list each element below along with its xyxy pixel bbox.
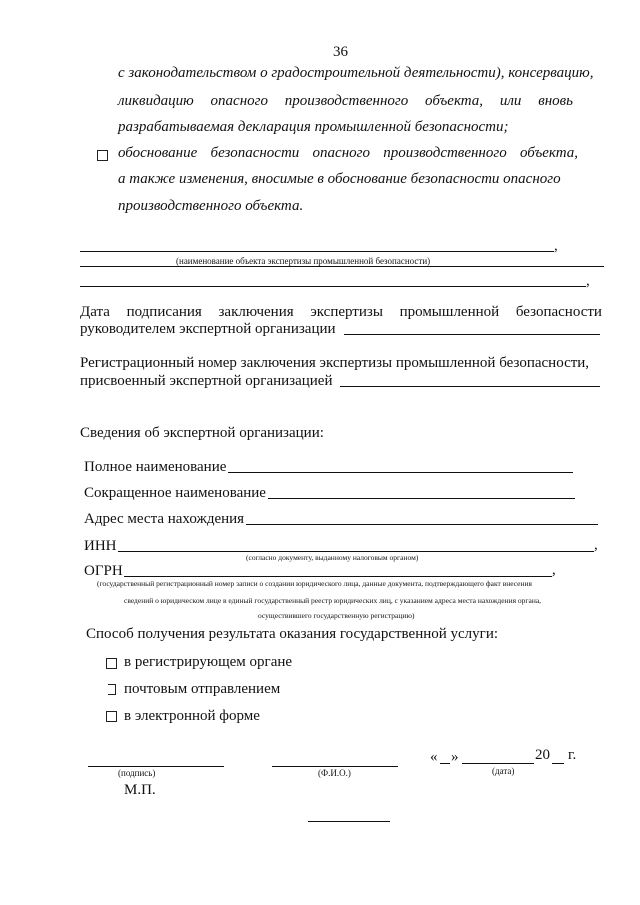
reg-number-label-line-2: присвоенный экспертной организацией	[80, 373, 333, 389]
date-year-prefix: 20	[535, 747, 550, 763]
reg-number-label-line-1: Регистрационный номер заключения экспертизы промышленной безопасности,	[80, 355, 590, 371]
object-name-caption-line	[80, 266, 604, 267]
fio-field[interactable]	[272, 766, 398, 767]
object-name-comma-2: ,	[586, 273, 590, 289]
sign-date-field[interactable]	[344, 334, 600, 335]
object-name-line-2[interactable]	[80, 286, 586, 287]
option-registering-body: в регистрирующем органе	[124, 654, 293, 670]
checkbox-justification[interactable]	[97, 150, 108, 161]
signature-caption: (подпись)	[118, 768, 156, 778]
object-name-line-1[interactable]	[80, 251, 554, 252]
date-day-field[interactable]	[440, 763, 450, 764]
date-month-field[interactable]	[462, 763, 534, 764]
ogrn-comma: ,	[552, 562, 556, 578]
reg-number-field[interactable]	[340, 386, 600, 387]
sign-date-label-line-2: руководителем экспертной организации	[80, 321, 336, 337]
stamp-label: М.П.	[124, 782, 156, 798]
bottom-rule	[308, 821, 390, 822]
checkbox-registering-body[interactable]	[106, 658, 117, 669]
ogrn-caption-line-1: (государственный регистрационный номер записи о создании юридического лица, данные документа, подтверждающего факт внесения	[97, 579, 532, 588]
full-name-label: Полное наименование	[84, 459, 227, 475]
fio-caption: (Ф.И.О.)	[318, 768, 351, 778]
ogrn-caption-line-3: осуществившего государственную регистрацию)	[258, 611, 415, 620]
list-item-1-line-3: разрабатываемая декларация промышленной безопасности;	[118, 119, 509, 135]
date-quote-open: «	[430, 749, 438, 765]
short-name-label: Сокращенное наименование	[84, 485, 266, 501]
object-name-caption: (наименование объекта экспертизы промышленной безопасности)	[176, 256, 431, 266]
list-item-1-line-2: ликвидацию опасного производственного объекта, или вновь	[118, 93, 573, 109]
address-label: Адрес места нахождения	[84, 511, 245, 527]
org-section-heading: Сведения об экспертной организации:	[80, 425, 324, 441]
date-quote-close: »	[451, 749, 459, 765]
inn-label: ИНН	[84, 538, 117, 554]
inn-caption: (согласно документу, выданному налоговым органом)	[246, 553, 419, 562]
list-item-2-line-1: обоснование безопасности опасного производственного объекта,	[118, 145, 578, 161]
option-electronic: в электронной форме	[124, 708, 260, 724]
date-caption: (дата)	[492, 766, 515, 776]
page-number: 36	[333, 44, 348, 60]
date-year-field[interactable]	[552, 763, 564, 764]
sign-date-label-line-1: Дата подписания заключения экспертизы промышленной безопасности	[80, 304, 602, 320]
signature-field[interactable]	[88, 766, 224, 767]
checkbox-postal[interactable]	[108, 684, 116, 695]
list-item-2-line-3: производственного объекта.	[118, 198, 304, 214]
ogrn-caption-line-2: сведений о юридическом лице в единый государственный реестр юридических лиц, с указанием адреса места нахождения органа,	[124, 596, 542, 605]
address-field[interactable]	[246, 524, 598, 525]
option-postal: почтовым отправлением	[124, 681, 281, 697]
checkbox-electronic[interactable]	[106, 711, 117, 722]
inn-comma: ,	[594, 537, 598, 553]
date-year-suffix: г.	[568, 747, 577, 763]
ogrn-label: ОГРН	[84, 563, 123, 579]
short-name-field[interactable]	[268, 498, 575, 499]
object-name-comma: ,	[554, 238, 558, 254]
service-heading: Способ получения результата оказания государственной услуги:	[86, 626, 499, 642]
ogrn-field[interactable]	[124, 576, 552, 577]
full-name-field[interactable]	[228, 472, 573, 473]
inn-field[interactable]	[118, 551, 594, 552]
list-item-2-line-2: а также изменения, вносимые в обоснование безопасности опасного	[118, 171, 561, 187]
list-item-1-line-1: с законодательством о градостроительной деятельности), консервацию,	[118, 65, 594, 81]
